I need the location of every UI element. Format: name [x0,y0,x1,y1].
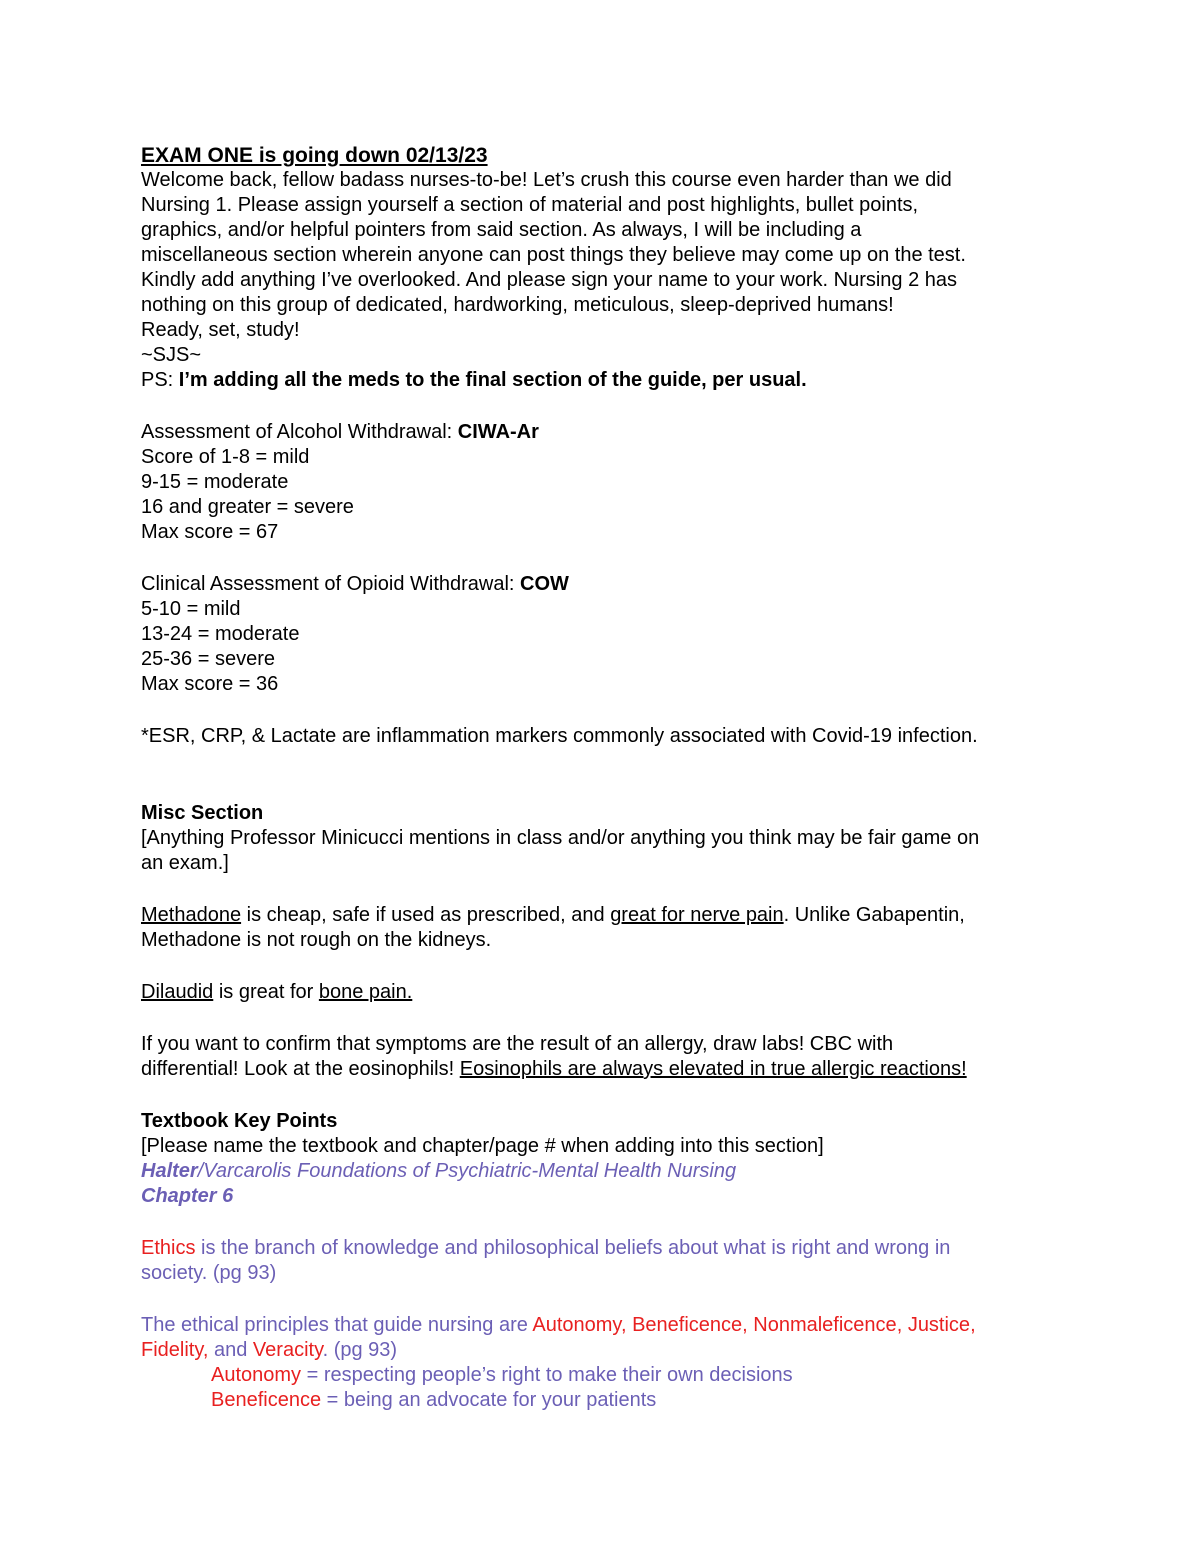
definition-term: Beneficence [211,1389,322,1411]
principle-justice: Justice [907,1314,971,1336]
principle-nonmaleficence: Nonmaleficence [753,1314,897,1336]
ciwa-score-line: 16 and greater = severe [141,496,354,518]
ps-text: I’m adding all the meds to the final section of the guide, per usual. [178,369,807,391]
inflammation-note: *ESR, CRP, & Lactate are inflammation markers commonly associated with Covid-19 infection. [141,725,978,747]
intro-line: Welcome back, fellow badass nurses-to-be! Let’s crush this course even harder than we did [141,169,952,191]
ciwa-label: Assessment of Alcohol Withdrawal: [141,421,458,443]
intro-line: Kindly add anything I’ve overlooked. And please sign your name to your work. Nursing 2 has [141,269,958,291]
ciwa-section [141,420,1061,545]
textbook-heading: Textbook Key Points [141,1110,338,1132]
ciwa-score-line: Score of 1-8 = mild [141,446,310,468]
cow-heading [141,572,1061,597]
methadone-line [141,903,1061,928]
dilaudid-term: Dilaudid [141,981,214,1003]
ethics-def-2: society. (pg 93) [141,1262,277,1284]
eosinophils-emphasis: Eosinophils are always elevated in true allergic reactions! [459,1058,967,1080]
intro-line: graphics, and/or helpful pointers from said section. As always, I will be including a [141,219,862,241]
signature-line: ~SJS~ [141,344,202,366]
intro-line: nothing on this group of dedicated, hardworking, meticulous, sleep-deprived humans! [141,294,894,316]
cow-section [141,572,1061,697]
methadone-text: . Unlike Gabapentin, [783,904,965,926]
definition-beneficence [141,1388,1061,1413]
methadone-term: Methadone [141,904,242,926]
cow-score-line: Max score = 36 [141,673,279,695]
principles-line: The ethical principles that guide nursing are Autonomy, Beneficence, Nonmaleficence, Justice, [141,1314,976,1336]
definition-text: = being an advocate for your patients [321,1389,657,1411]
ethics-def: is the branch of knowledge and philosophical beliefs about what is right and wrong in [195,1237,951,1259]
ciwa-score-line: 9-15 = moderate [141,471,289,493]
principle-fidelity: Fidelity [141,1339,203,1361]
intro-paragraph [141,168,1061,393]
dilaudid-text: is great for [213,981,319,1003]
allergy-line: If you want to confirm that symptoms are the result of an allergy, draw labs! CBC with [141,1033,894,1055]
definition-term: Autonomy [211,1364,302,1386]
methadone-benefit: great for nerve pain [610,904,784,926]
misc-section [141,801,1061,1082]
principles-intro: The ethical principles that guide nursing are [141,1314,533,1336]
definition-text: = respecting people’s right to make their own decisions [301,1364,793,1386]
principle-autonomy: Autonomy [532,1314,621,1336]
allergy-text: differential! Look at the eosinophils! [141,1058,460,1080]
intro-line: Ready, set, study! [141,319,300,341]
book-title: /Varcarolis Foundations of Psychiatric-Mental Health Nursing [197,1160,737,1182]
cow-abbr: COW [520,573,569,595]
methadone-line-2: Methadone is not rough on the kidneys. [141,929,492,951]
book-author: Halter [141,1160,198,1182]
chapter-label: Chapter 6 [141,1185,234,1207]
intro-line: miscellaneous section wherein anyone can post things they believe may come up on the test. [141,244,966,266]
principle-sep: , [896,1314,908,1336]
principles-end: . (pg 93) [322,1339,398,1361]
definition-autonomy [141,1363,1061,1388]
ciwa-abbr: CIWA-Ar [457,421,539,443]
cow-score-line: 13-24 = moderate [141,623,300,645]
principle-veracity: Veracity [252,1339,323,1361]
allergy-line-2 [141,1057,1061,1082]
misc-description: [Anything Professor Minicucci mentions in class and/or anything you think may be fair game on [141,827,980,849]
textbook-section [141,1109,1061,1413]
dilaudid-benefit: bone pain. [318,981,413,1003]
textbook-description: [Please name the textbook and chapter/page # when adding into this section] [141,1135,824,1157]
misc-description: an exam.] [141,852,229,874]
principles-and: and [208,1339,253,1361]
dilaudid-line [141,980,1061,1005]
intro-line: Nursing 1. Please assign yourself a section of material and post highlights, bullet points, [141,194,919,216]
principle-sep: , [742,1314,754,1336]
principles-line-2: Fidelity, and Veracity. (pg 93) [141,1339,398,1361]
cow-label: Clinical Assessment of Opioid Withdrawal: [141,573,521,595]
document-title: EXAM ONE is going down 02/13/23 [141,144,488,167]
ciwa-score-line: Max score = 67 [141,521,279,543]
ps-line [141,368,1061,393]
ethics-term: Ethics [141,1237,196,1259]
textbook-citation [141,1159,1061,1184]
document-page [141,143,1061,1413]
cow-score-line: 5-10 = mild [141,598,241,620]
ethics-definition [141,1236,1061,1261]
principle-beneficence: Beneficence [632,1314,743,1336]
methadone-text: is cheap, safe if used as prescribed, and [241,904,611,926]
principle-sep: , [620,1314,633,1336]
ciwa-heading [141,420,1061,445]
ps-label: PS: [141,369,179,391]
cow-score-line: 25-36 = severe [141,648,275,670]
misc-heading: Misc Section [141,802,264,824]
